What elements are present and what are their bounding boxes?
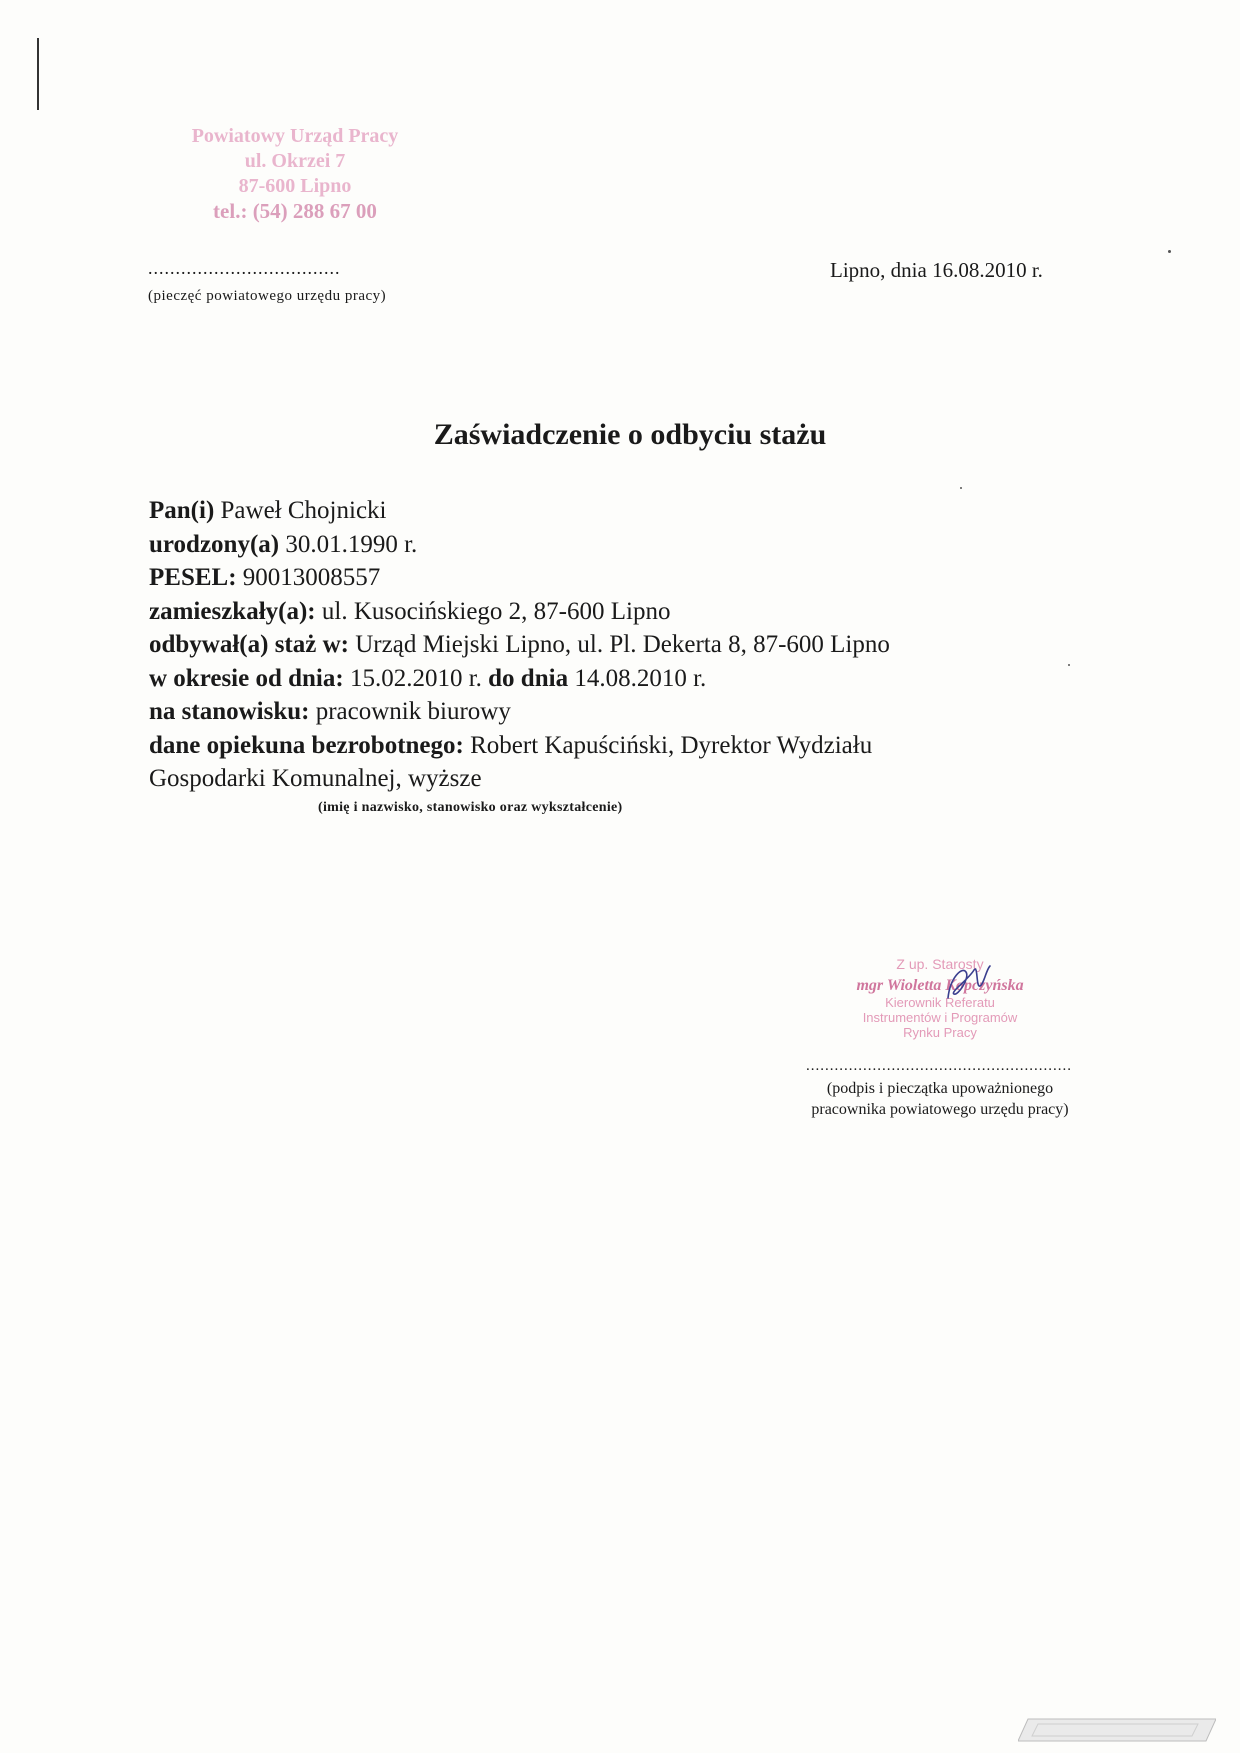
row-internship	[149, 628, 1109, 662]
label-internship: odbywał(a) staż w:	[149, 631, 349, 658]
value-position: pracownik biurowy	[309, 698, 511, 725]
value-guardian-line2: Gospodarki Komunalnej, wyższe	[149, 765, 482, 792]
stamp-caption: (pieczęć powiatowego urzędu pracy)	[148, 288, 387, 304]
sig-stamp-name: mgr Wioletta Kopczyńska	[856, 977, 1024, 994]
office-stamp	[150, 124, 440, 224]
scan-margin-line	[37, 38, 39, 110]
stamp-line-city: 87-600 Lipno	[238, 175, 352, 197]
value-internship: Urząd Miejski Lipno, ul. Pl. Dekerta 8, 87-600 Lipno	[349, 631, 890, 658]
watermark-logo	[1018, 1715, 1216, 1745]
certificate-body	[149, 494, 1109, 796]
value-address: ul. Kusocińskiego 2, 87-600 Lipno	[315, 597, 671, 625]
value-period-from: 15.02.2010 r.	[343, 664, 489, 692]
value-born: 30.01.1990 r.	[279, 530, 418, 558]
row-born	[149, 528, 1109, 562]
label-position: na stanowisku:	[149, 698, 310, 725]
sig-stamp-role-3: Rynku Pracy	[903, 1025, 977, 1040]
label-pesel: PESEL:	[149, 564, 237, 591]
row-guardian-cont	[149, 762, 1109, 796]
signature-caption	[760, 1078, 1120, 1120]
row-address	[149, 595, 1109, 629]
signature-caption-line2: pracownika powiatowego urzędu pracy)	[811, 1101, 1069, 1118]
label-guardian: dane opiekuna bezrobotnego:	[149, 731, 464, 759]
label-period-from: w okresie od dnia:	[149, 664, 344, 692]
stamp-line-office: Powiatowy Urząd Pracy	[191, 125, 399, 147]
row-name	[149, 494, 1109, 528]
value-pesel: 90013008557	[236, 564, 381, 591]
row-period	[149, 662, 1109, 696]
value-guardian-line1: Robert Kapuściński, Dyrektor Wydziału	[463, 731, 873, 759]
scan-speck	[960, 487, 962, 489]
stamp-dotted-line: ...................................	[148, 258, 341, 278]
signature-dotted-line: ........................................................	[806, 1058, 1072, 1074]
value-name: Paweł Chojnicki	[214, 497, 387, 524]
row-pesel	[149, 561, 1109, 595]
label-name: Pan(i)	[149, 497, 215, 524]
stamp-line-street: ul. Okrzei 7	[244, 150, 346, 172]
signature-caption-line1: (podpis i pieczątka upoważnionego	[826, 1080, 1054, 1097]
row-guardian	[149, 729, 1109, 763]
sig-stamp-role-2: Instrumentów i Programów	[862, 1010, 1018, 1025]
row-position	[149, 695, 1109, 729]
scan-speck	[1168, 250, 1171, 253]
scan-speck	[1068, 664, 1070, 666]
sig-stamp-role-1: Kierownik Referatu	[885, 995, 995, 1010]
value-period-to: 14.08.2010 r.	[568, 664, 707, 692]
handwritten-signature	[940, 958, 1000, 1008]
sig-stamp-authority: Z up. Starosty	[896, 956, 984, 972]
label-born: urodzony(a)	[149, 530, 280, 558]
label-address: zamieszkały(a):	[149, 597, 316, 625]
guardian-caption: (imię i nazwisko, stanowisko oraz wykształcenie)	[318, 800, 623, 815]
stamp-line-phone: tel.: (54) 288 67 00	[213, 199, 377, 223]
document-title: Zaświadczenie o odbyciu stażu	[433, 418, 827, 451]
label-period-to: do dnia	[488, 664, 569, 692]
document-date: Lipno, dnia 16.08.2010 r.	[830, 258, 1043, 282]
